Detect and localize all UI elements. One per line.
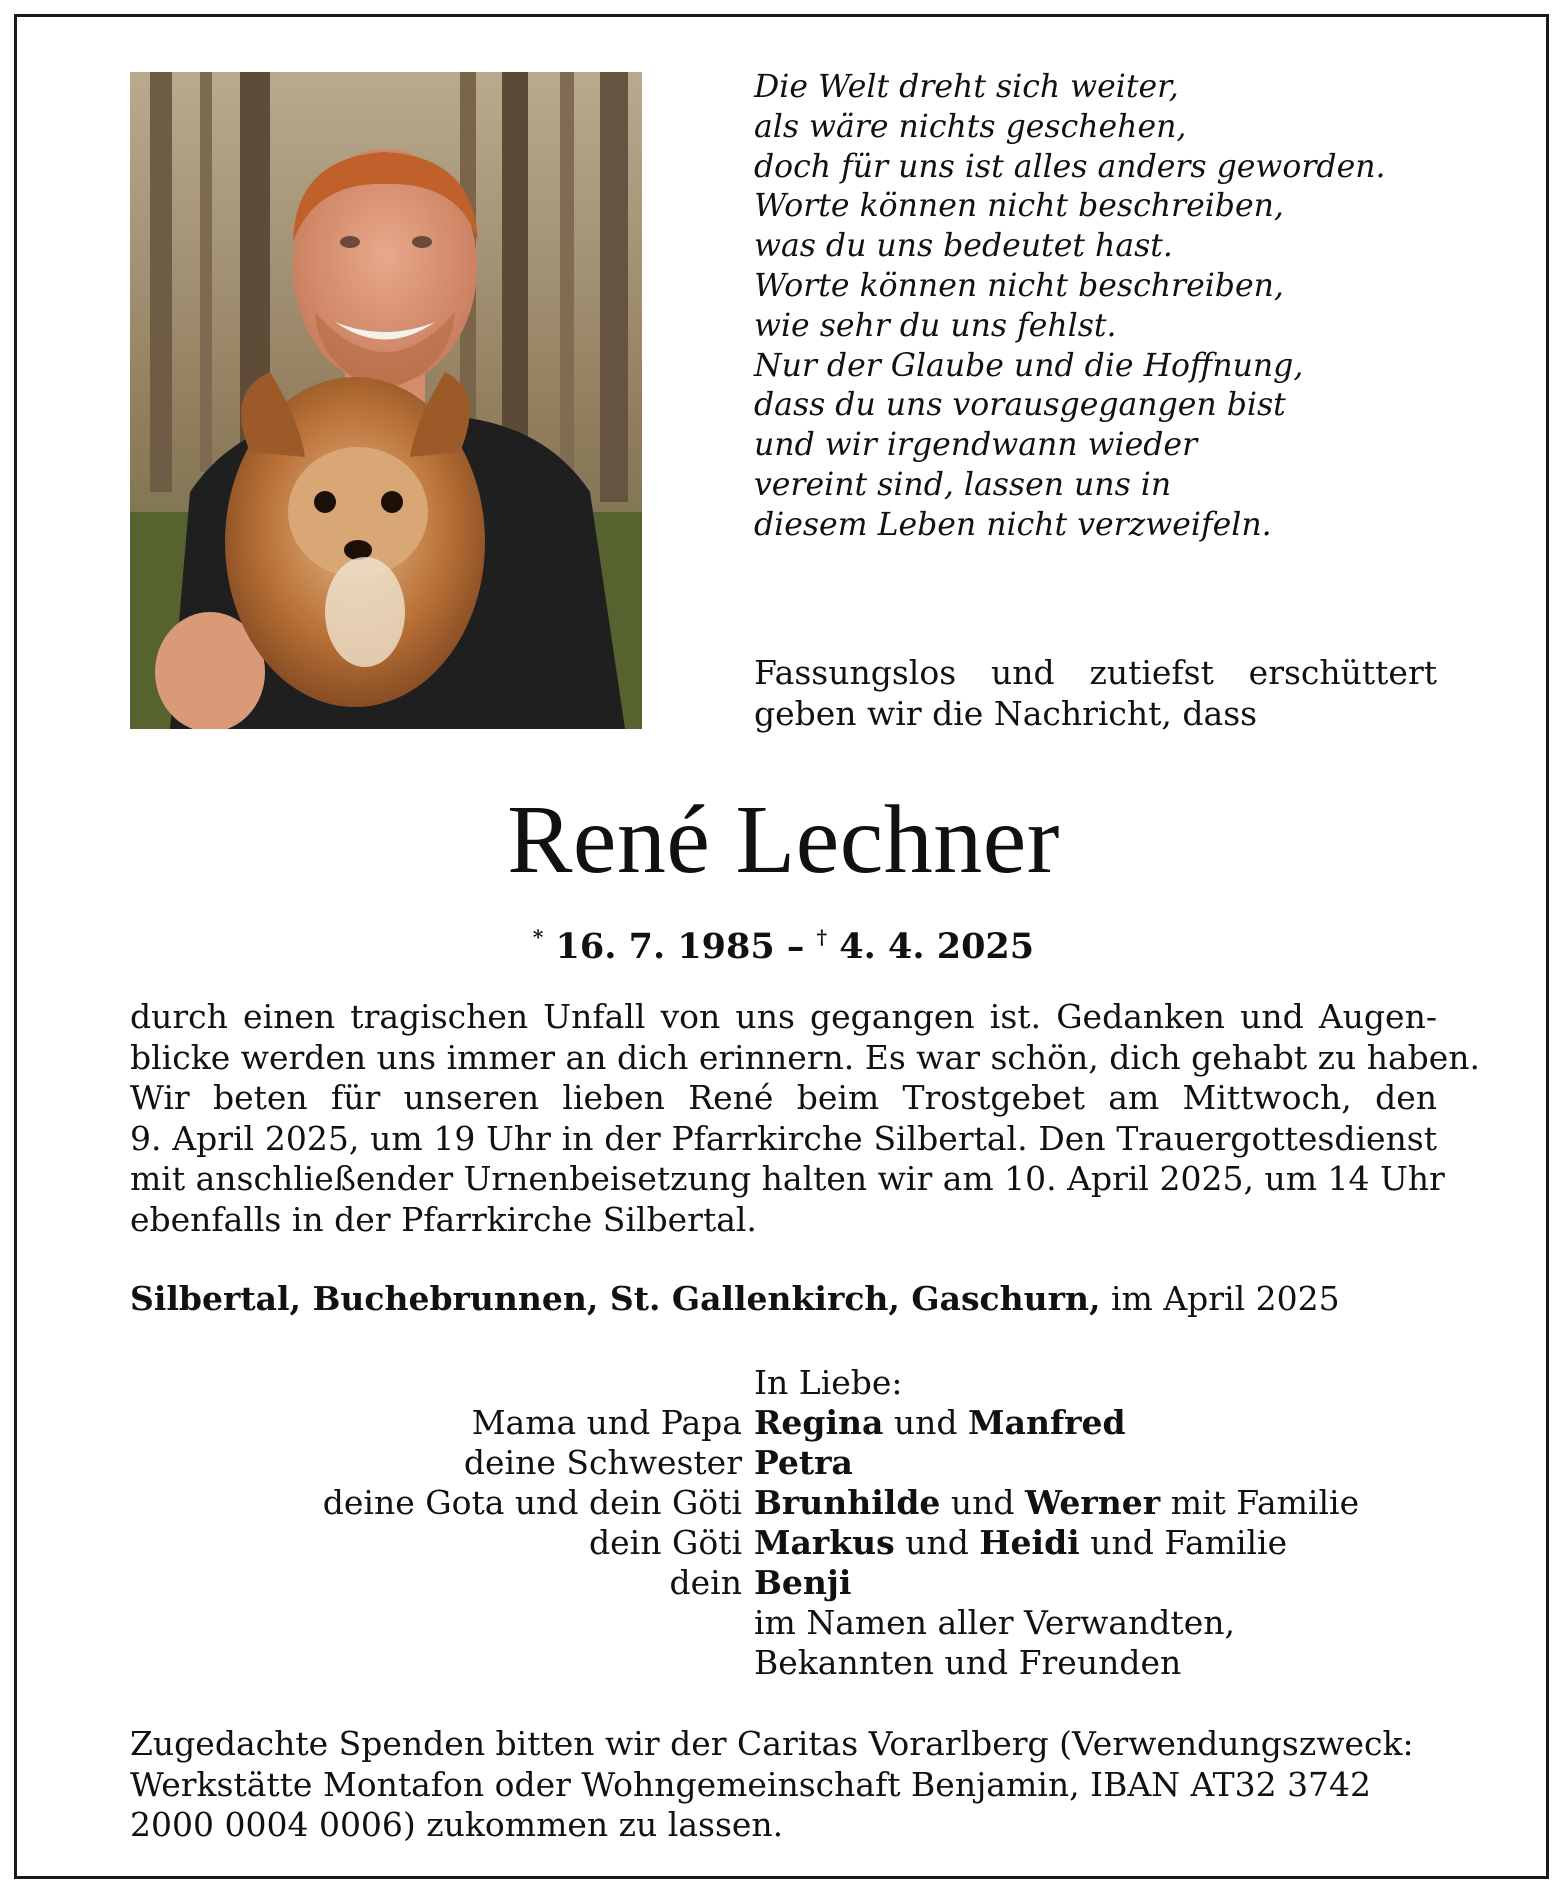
poem-line: diesem Leben nicht verzweifeln. — [754, 506, 1272, 543]
deceased-name: René Lechner — [507, 786, 1060, 894]
signer-connector: und — [905, 1523, 969, 1562]
signer-suffix: und Familie — [1090, 1523, 1288, 1562]
signer-name: Manfred — [968, 1403, 1126, 1442]
poem-line: und wir irgendwann wieder — [754, 427, 1198, 464]
poem-line: Die Welt dreht sich weiter, — [754, 69, 1179, 105]
birth-date: 16. 7. 1985 — [555, 926, 775, 967]
intro-text: Fassungslos und zutiefst erschüttert geben wir die Nachricht, dass — [754, 653, 1437, 733]
poem-line: als wäre nichts geschehen, — [754, 108, 1187, 145]
death-symbol: † — [816, 925, 828, 949]
signer-relation: deine Gota und dein Göti — [322, 1483, 742, 1522]
poem-line: vereint sind, lassen uns in — [754, 466, 1172, 503]
body-line: 9. April 2025, um 19 Uhr in der Pfarrkirche Silbertal. Den Trauergottesdienst — [130, 1118, 1437, 1158]
poem — [754, 68, 1474, 546]
month-date: im April 2025 — [1111, 1279, 1340, 1318]
body-line: durch einen tragischen Unfall von uns gegangen ist. Gedanken und Augen- — [130, 997, 1437, 1036]
signer-row — [0, 1563, 1567, 1603]
signer-suffix: mit Familie — [1170, 1483, 1360, 1522]
poem-line: dass du uns vorausgegangen bist — [754, 387, 1286, 424]
place-and-date — [130, 1278, 1480, 1320]
closing-line: im Namen aller Verwandten, — [754, 1603, 1235, 1642]
signer-row — [0, 1523, 1567, 1563]
signer-row — [0, 1483, 1567, 1523]
signer-connector: und — [950, 1483, 1015, 1522]
body-line: mit anschließender Urnenbeisetzung halten wir am 10. April 2025, um 14 Uhr — [130, 1159, 1445, 1199]
poem-line: Worte können nicht beschreiben, — [754, 267, 1284, 304]
life-dates — [0, 915, 1567, 969]
body-line: ebenfalls in der Pfarrkirche Silbertal. — [130, 1199, 757, 1239]
signer-name: Brunhilde — [754, 1483, 941, 1522]
poem-line: doch für uns ist alles anders geworden. — [754, 148, 1386, 185]
portrait-photo — [130, 72, 642, 729]
signer-name: Werner — [1025, 1483, 1161, 1522]
date-separator: – — [786, 926, 805, 967]
signer-name: Heidi — [979, 1523, 1080, 1562]
poem-line: Nur der Glaube und die Hoffnung, — [754, 347, 1304, 384]
signer-name: Regina — [754, 1403, 884, 1442]
signer-name: Petra — [754, 1443, 853, 1482]
announcement-body — [130, 997, 1481, 1241]
signer-relation: deine Schwester — [463, 1443, 742, 1482]
signer-relation: dein Göti — [589, 1523, 742, 1562]
poem-line: wie sehr du uns fehlst. — [754, 307, 1117, 344]
mourners-list — [0, 1363, 1567, 1683]
signer-row — [0, 1443, 1567, 1483]
signers-heading: In Liebe: — [754, 1363, 903, 1402]
donation-line: Zugedachte Spenden bitten wir der Caritas Vorarlberg (Verwendungszweck: — [130, 1724, 1414, 1763]
body-line: blicke werden uns immer an dich erinnern. Es war schön, dich gehabt zu haben. — [130, 1037, 1481, 1077]
closing-line: Bekannten und Freunden — [754, 1643, 1182, 1682]
places: Silbertal, Buchebrunnen, St. Gallenkirch, Gaschurn, — [130, 1279, 1101, 1318]
signer-relation: Mama und Papa — [471, 1403, 742, 1442]
donation-note — [130, 1724, 1437, 1846]
donation-line: 2000 0004 0006) zukommen zu lassen. — [130, 1805, 784, 1845]
signer-connector: und — [893, 1403, 958, 1442]
signer-row — [0, 1403, 1567, 1443]
signer-name: Markus — [754, 1523, 895, 1562]
signer-name: Benji — [754, 1563, 852, 1602]
poem-line: was du uns bedeutet hast. — [754, 228, 1173, 265]
body-line: Wir beten für unseren lieben René beim Trostgebet am Mittwoch, den — [130, 1078, 1437, 1118]
birth-symbol: * — [532, 925, 544, 949]
signer-relation: dein — [669, 1563, 742, 1602]
poem-line: Worte können nicht beschreiben, — [754, 188, 1284, 225]
donation-line: Werkstätte Montafon oder Wohngemeinschaft Benjamin, IBAN AT32 3742 — [130, 1764, 1372, 1804]
death-date: 4. 4. 2025 — [839, 926, 1035, 967]
